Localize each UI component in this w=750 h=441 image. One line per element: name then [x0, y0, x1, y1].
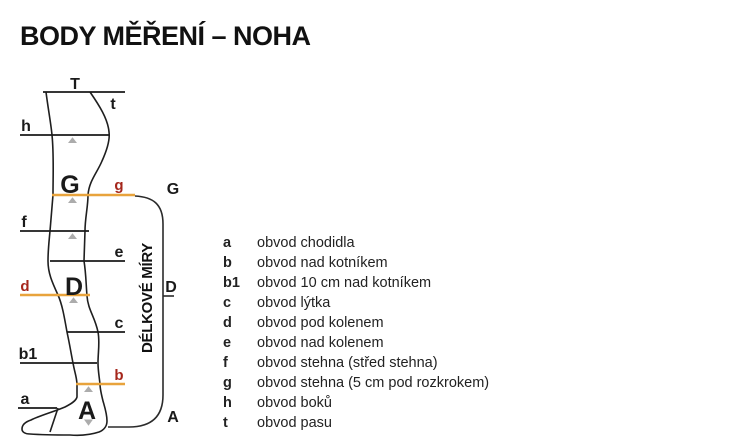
label-D: D — [64, 273, 84, 301]
label-a: a — [20, 391, 30, 408]
legend-row-b1 — [223, 273, 489, 293]
legend-row-f — [223, 353, 489, 373]
label-A: A — [77, 397, 97, 425]
label-h: h — [21, 118, 31, 135]
legend-key-g: g — [223, 375, 232, 391]
label-b1: b1 — [18, 346, 38, 363]
legend-key-b1: b1 — [223, 275, 240, 291]
bracket-label-A: A — [167, 409, 179, 426]
legend-label-b: obvod nad kotníkem — [257, 255, 388, 271]
label-g: g — [114, 177, 124, 194]
legend-row-a — [223, 233, 489, 253]
label-e: e — [114, 244, 124, 261]
legend-row-d — [223, 313, 489, 333]
legend-label-g: obvod stehna (5 cm pod rozkrokem) — [257, 375, 490, 391]
legend — [223, 233, 489, 433]
label-b: b — [114, 367, 124, 384]
label-G: G — [60, 171, 80, 199]
legend-key-c: c — [223, 295, 232, 311]
legend-row-h — [223, 393, 489, 413]
legend-label-c: obvod lýtka — [257, 295, 331, 311]
legend-row-e — [223, 333, 489, 353]
label-t: t — [110, 96, 116, 113]
legend-key-d: d — [223, 315, 232, 331]
legend-key-a: a — [223, 235, 232, 251]
legend-label-e: obvod nad kolenem — [257, 335, 384, 351]
legend-key-e: e — [223, 335, 232, 351]
bracket-label-G: G — [166, 181, 180, 198]
legend-label-f: obvod stehna (střed stehna) — [257, 355, 438, 371]
page-title: BODY MĚŘENÍ – NOHA — [20, 21, 311, 51]
legend-label-d: obvod pod kolenem — [257, 315, 384, 331]
legend-label-h: obvod boků — [257, 395, 332, 411]
label-T: T — [70, 76, 80, 93]
legend-key-f: f — [223, 355, 228, 371]
legend-row-g — [223, 373, 489, 393]
leg-diagram — [0, 70, 210, 441]
legend-label-a: obvod chodidla — [257, 235, 355, 251]
legend-label-t: obvod pasu — [257, 415, 332, 431]
label-f: f — [21, 214, 27, 231]
label-d: d — [20, 278, 30, 295]
legend-key-h: h — [223, 395, 232, 411]
legend-row-b — [223, 253, 489, 273]
legend-row-c — [223, 293, 489, 313]
legend-label-b1: obvod 10 cm nad kotníkem — [257, 275, 432, 291]
legend-key-t: t — [223, 415, 228, 431]
legend-row-t — [223, 413, 489, 433]
bracket-label-D: D — [165, 279, 177, 296]
legend-key-b: b — [223, 255, 232, 271]
label-c: c — [114, 315, 124, 332]
length-measures-caption: DÉLKOVÉ MÍRY — [139, 242, 156, 354]
